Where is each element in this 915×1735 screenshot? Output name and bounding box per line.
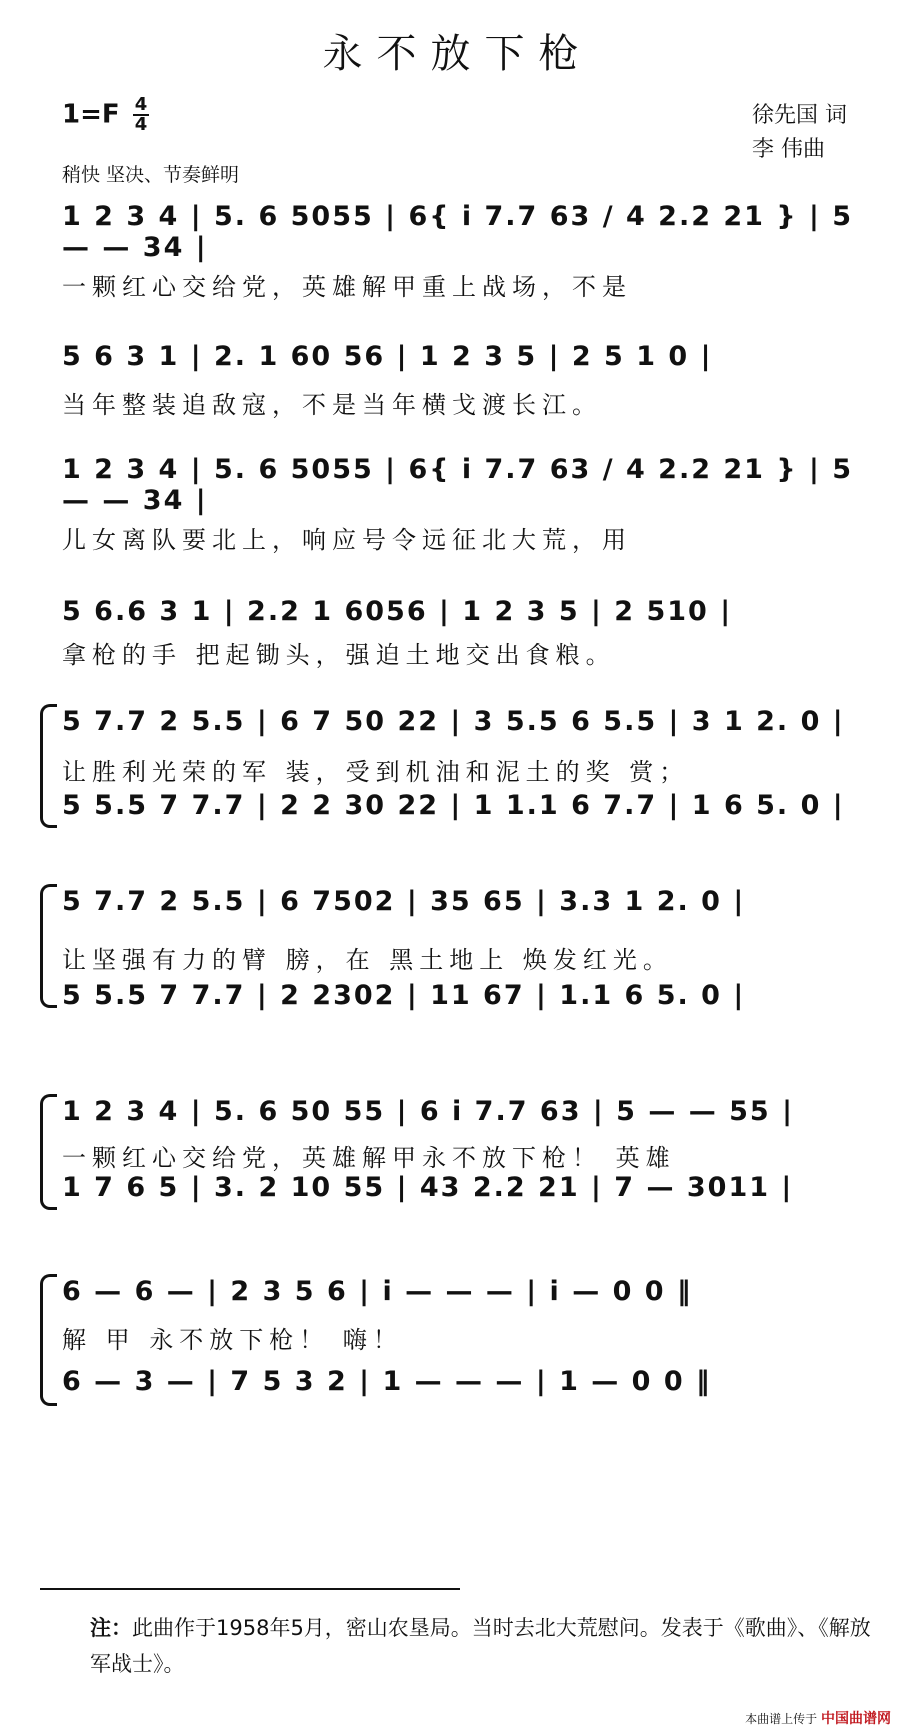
staff-line bbox=[40, 448, 880, 516]
notation-row-lower: 6 — 3 — | 7 5 3 2 | 1 — — — | 1 — 0 0 ‖ bbox=[62, 1366, 712, 1397]
part-brace bbox=[40, 1274, 57, 1406]
lyrics-row: 让胜利光荣的军 装，受到机油和泥土的奖 赏； bbox=[62, 758, 690, 786]
notation-row: 1 2 3 4 | 5. 6 5055 | 6{ i 7.7 63 / 4 2.2 21 } | 5 — — 34 | bbox=[62, 201, 854, 263]
key-signature bbox=[62, 96, 149, 134]
lyrics-row: 一颗红心交给党，英雄解甲永不放下枪！ 英雄 bbox=[62, 1144, 676, 1172]
lyricist-credit: 徐先国 词 bbox=[752, 103, 847, 128]
notation-row-upper: 5 7.7 2 5.5 | 6 7502 | 35 65 | 3.3 1 2. 0 | bbox=[62, 886, 746, 917]
music-system-6 bbox=[40, 880, 880, 1010]
time-sig-numerator: 4 bbox=[134, 94, 148, 115]
lyrics-row: 拿枪的手 把起锄头，强迫土地交出食粮。 bbox=[62, 641, 616, 669]
footnote-label: 注： bbox=[90, 1616, 132, 1640]
lyrics-row: 让坚强有力的臂 膀，在 黑土地上 焕发红光。 bbox=[62, 946, 673, 974]
staff-line bbox=[40, 195, 880, 263]
time-sig-denominator: 4 bbox=[134, 114, 148, 135]
footnote-divider bbox=[40, 1588, 460, 1590]
time-signature bbox=[133, 96, 150, 134]
footnote bbox=[90, 1610, 880, 1682]
notation-row: 5 6.6 3 1 | 2.2 1 6056 | 1 2 3 5 | 2 510 | bbox=[62, 596, 733, 627]
music-system-2 bbox=[40, 335, 880, 419]
music-system-4 bbox=[40, 590, 880, 669]
lyrics-row: 解 甲 永不放下枪！ 嗨！ bbox=[62, 1326, 403, 1354]
notation-row-lower: 5 5.5 7 7.7 | 2 2302 | 11 67 | 1.1 6 5. 0 | bbox=[62, 980, 746, 1011]
lyrics-row: 一颗红心交给党，英雄解甲重上战场，不是 bbox=[62, 273, 632, 301]
footnote-text: 此曲作于1958年5月，密山农垦局。当时去北大荒慰问。发表于《歌曲》、《解放军战士》。 bbox=[90, 1616, 871, 1676]
music-system-7 bbox=[40, 1090, 880, 1220]
source-site-logo: 中国曲谱网 bbox=[821, 1711, 891, 1727]
part-brace bbox=[40, 884, 57, 1008]
notation-row-lower: 1 7 6 5 | 3. 2 10 55 | 43 2.2 21 | 7 — 3011 | bbox=[62, 1172, 794, 1203]
notation-row-upper: 1 2 3 4 | 5. 6 50 55 | 6 i 7.7 63 | 5 — — 55 | bbox=[62, 1096, 794, 1127]
music-system-5 bbox=[40, 700, 880, 830]
source-credit bbox=[745, 1708, 891, 1728]
part-brace bbox=[40, 704, 57, 828]
song-title: 永不放下枪 bbox=[322, 31, 593, 77]
part-brace bbox=[40, 1094, 57, 1210]
key-label: 1=F bbox=[62, 99, 120, 130]
music-system-1 bbox=[40, 195, 880, 301]
lyrics-row: 儿女离队要北上，响应号令远征北大荒，用 bbox=[62, 526, 632, 554]
lyrics-row: 当年整装追敌寇，不是当年横戈渡长江。 bbox=[62, 391, 602, 419]
notation-row-lower: 5 5.5 7 7.7 | 2 2 30 22 | 1 1.1 6 7.7 | 1 6 5. 0 | bbox=[62, 790, 845, 821]
notation-row: 1 2 3 4 | 5. 6 5055 | 6{ i 7.7 63 / 4 2.2 21 } | 5 — — 34 | bbox=[62, 454, 854, 516]
source-prefix: 本曲谱上传于 bbox=[745, 1712, 818, 1726]
tempo-marking: 稍快 坚决、节奏鲜明 bbox=[62, 164, 240, 186]
composer-credit: 李 伟曲 bbox=[752, 137, 825, 162]
music-system-3 bbox=[40, 448, 880, 554]
notation-row: 5 6 3 1 | 2. 1 60 56 | 1 2 3 5 | 2 5 1 0 | bbox=[62, 341, 713, 372]
notation-row-upper: 5 7.7 2 5.5 | 6 7 50 22 | 3 5.5 6 5.5 | 3 1 2. 0 | bbox=[62, 706, 845, 737]
notation-row-upper: 6 — 6 — | 2 3 5 6 | i — — — | i — 0 0 ‖ bbox=[62, 1276, 693, 1307]
music-system-8 bbox=[40, 1270, 880, 1420]
